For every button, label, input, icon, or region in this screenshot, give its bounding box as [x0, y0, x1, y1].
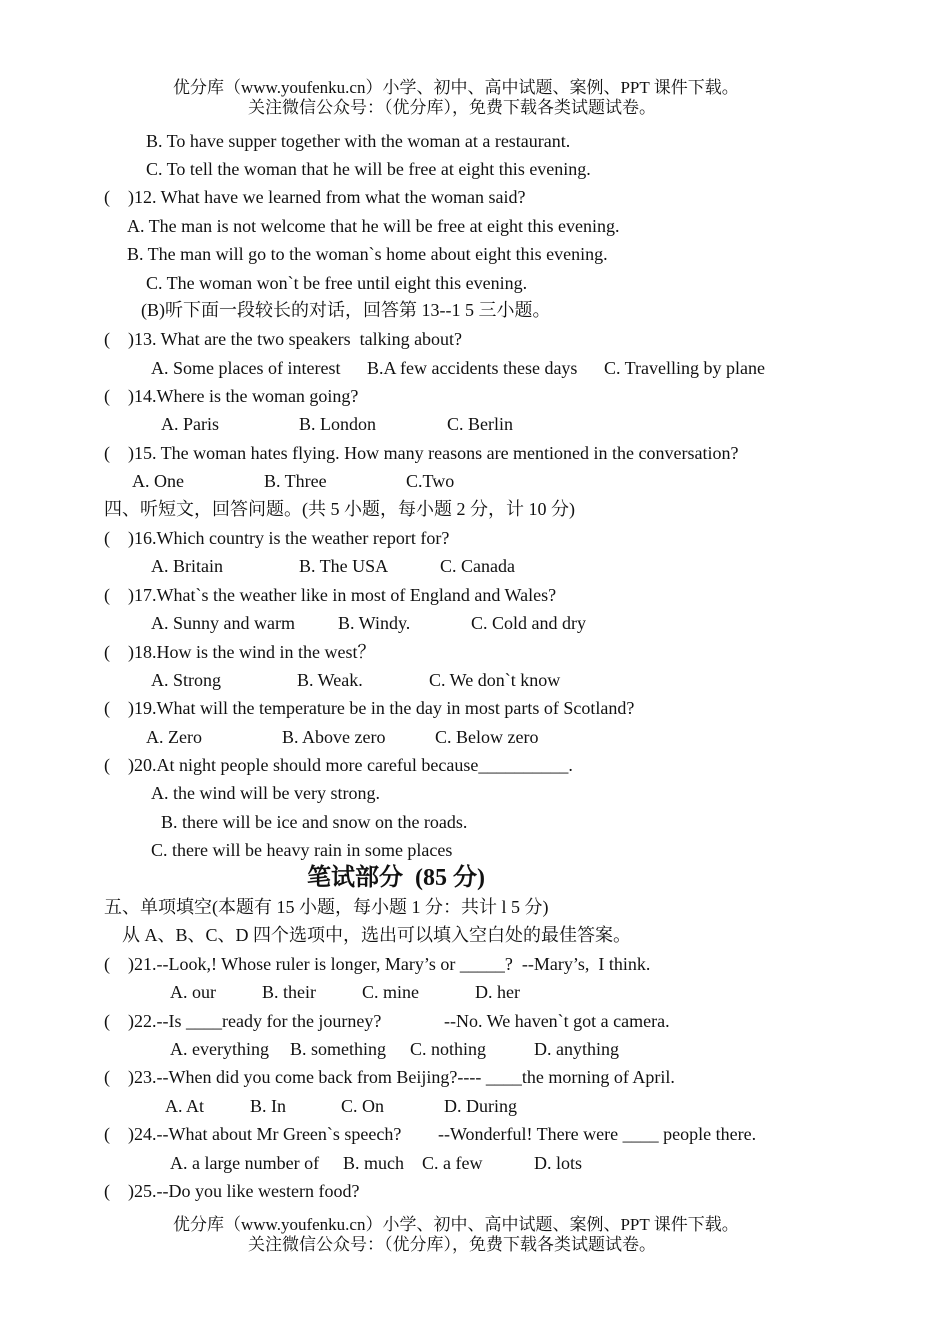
q23-option-a: A. At	[165, 1096, 205, 1116]
q21-option-b: B. their	[262, 982, 316, 1002]
q15-option-b: B. Three	[264, 471, 327, 491]
q12-question: ( )12. What have we learned from what the woman said?	[104, 187, 526, 207]
q21-question: ( )21.--Look,! Whose ruler is longer, Mary’s or _____? --Mary’s, I think.	[104, 954, 651, 974]
section-b-instruction: (B)听下面一段较长的对话，回答第 13--1 5 三小题。	[141, 300, 551, 320]
q24-option-d: D. lots	[534, 1153, 583, 1173]
q16-question: ( )16.Which country is the weather report for?	[104, 528, 450, 548]
header-line-2: 关注微信公众号：（优分库），免费下载各类试题试卷。	[248, 98, 656, 117]
q23-option-b: B. In	[250, 1096, 286, 1116]
q22-option-d: D. anything	[534, 1039, 619, 1059]
q18-option-c: C. We don`t know	[429, 670, 561, 690]
q14-option-a: A. Paris	[161, 414, 219, 434]
q12-option-c: C. The woman won`t be free until eight this evening.	[146, 273, 528, 293]
q18-question: ( )18.How is the wind in the west？	[104, 642, 376, 662]
q12-option-b: B. The man will go to the woman`s home about eight this evening.	[127, 244, 608, 264]
q16-option-c: C. Canada	[440, 556, 515, 576]
q17-question: ( )17.What`s the weather like in most of England and Wales?	[104, 585, 557, 605]
q15-option-c: C.Two	[406, 471, 455, 491]
q15-question: ( )15. The woman hates flying. How many reasons are mentioned in the conversation?	[104, 443, 739, 463]
q20-option-c: C. there will be heavy rain in some places	[151, 840, 453, 860]
q18-option-b: B. Weak.	[297, 670, 363, 690]
header-line-1: 优分库（www.youfenku.cn）小学、初中、高中试题、案例、PPT 课件下载。	[173, 78, 739, 97]
q24-option-c: C. a few	[422, 1153, 483, 1173]
q18-option-a: A. Strong	[151, 670, 222, 690]
q15-option-a: A. One	[132, 471, 184, 491]
q24-option-b: B. much	[343, 1153, 404, 1173]
q14-option-c: C. Berlin	[447, 414, 513, 434]
q22-option-a: A. everything	[170, 1039, 269, 1059]
q23-option-d: D. During	[444, 1096, 517, 1116]
q24-question: ( )24.--What about Mr Green`s speech?	[104, 1124, 402, 1144]
q16-option-a: A. Britain	[151, 556, 223, 576]
q17-option-c: C. Cold and dry	[471, 613, 586, 633]
q14-option-b: B. London	[299, 414, 377, 434]
q19-option-a: A. Zero	[146, 727, 202, 747]
q19-option-c: C. Below zero	[435, 727, 539, 747]
q14-question: ( )14.Where is the woman going?	[104, 386, 359, 406]
q16-option-b: B. The USA	[299, 556, 389, 576]
q22-question: ( )22.--Is ____ready for the journey?	[104, 1011, 382, 1031]
q21-option-c: C. mine	[362, 982, 419, 1002]
q19-question: ( )19.What will the temperature be in the day in most parts of Scotland?	[104, 698, 635, 718]
q23-question: ( )23.--When did you come back from Beijing?---- ____the morning of April.	[104, 1067, 675, 1087]
q22-option-b: B. something	[290, 1039, 387, 1059]
q24-reply: --Wonderful! There were ____ people there.	[438, 1124, 757, 1144]
q20-option-a: A. the wind will be very strong.	[151, 783, 380, 803]
q20-question: ( )20.At night people should more careful because__________.	[104, 755, 573, 775]
q20-option-b: B. there will be ice and snow on the roads.	[161, 812, 468, 832]
q12-option-a: A. The man is not welcome that he will be free at eight this evening.	[127, 216, 620, 236]
q13-question: ( )13. What are the two speakers talking about?	[104, 329, 463, 349]
footer-line-1: 优分库（www.youfenku.cn）小学、初中、高中试题、案例、PPT 课件下载。	[173, 1215, 739, 1234]
q19-option-b: B. Above zero	[282, 727, 386, 747]
q13-option-b: B.A few accidents these days	[367, 358, 578, 378]
written-part-title: 笔试部分 (85 分)	[307, 865, 485, 891]
q22-option-c: C. nothing	[410, 1039, 487, 1059]
q23-option-c: C. On	[341, 1096, 385, 1116]
footer-line-2: 关注微信公众号：（优分库），免费下载各类试题试卷。	[248, 1235, 656, 1254]
q17-option-b: B. Windy.	[338, 613, 411, 633]
q17-option-a: A. Sunny and warm	[151, 613, 295, 633]
q21-option-a: A. our	[170, 982, 216, 1002]
q24-option-a: A. a large number of	[170, 1153, 320, 1173]
section-4-title: 四、听短文，回答问题。(共 5 小题，每小题 2 分，计 10 分)	[104, 499, 575, 519]
q13-option-c: C. Travelling by plane	[604, 358, 765, 378]
q22-reply: --No. We haven`t got a camera.	[444, 1011, 670, 1031]
q21-option-d: D. her	[475, 982, 520, 1002]
q25-question: ( )25.--Do you like western food?	[104, 1181, 360, 1201]
q11-option-c: C. To tell the woman that he will be free at eight this evening.	[146, 159, 591, 179]
section-5-title: 五、单项填空(本题有 15 小题，每小题 1 分：共计 l 5 分)	[104, 897, 549, 917]
q13-option-a: A. Some places of interest	[151, 358, 341, 378]
q11-option-b: B. To have supper together with the woman at a restaurant.	[146, 131, 571, 151]
section-5-instruction: 从 A、B、C、D 四个选项中，选出可以填入空白处的最佳答案。	[122, 925, 632, 945]
